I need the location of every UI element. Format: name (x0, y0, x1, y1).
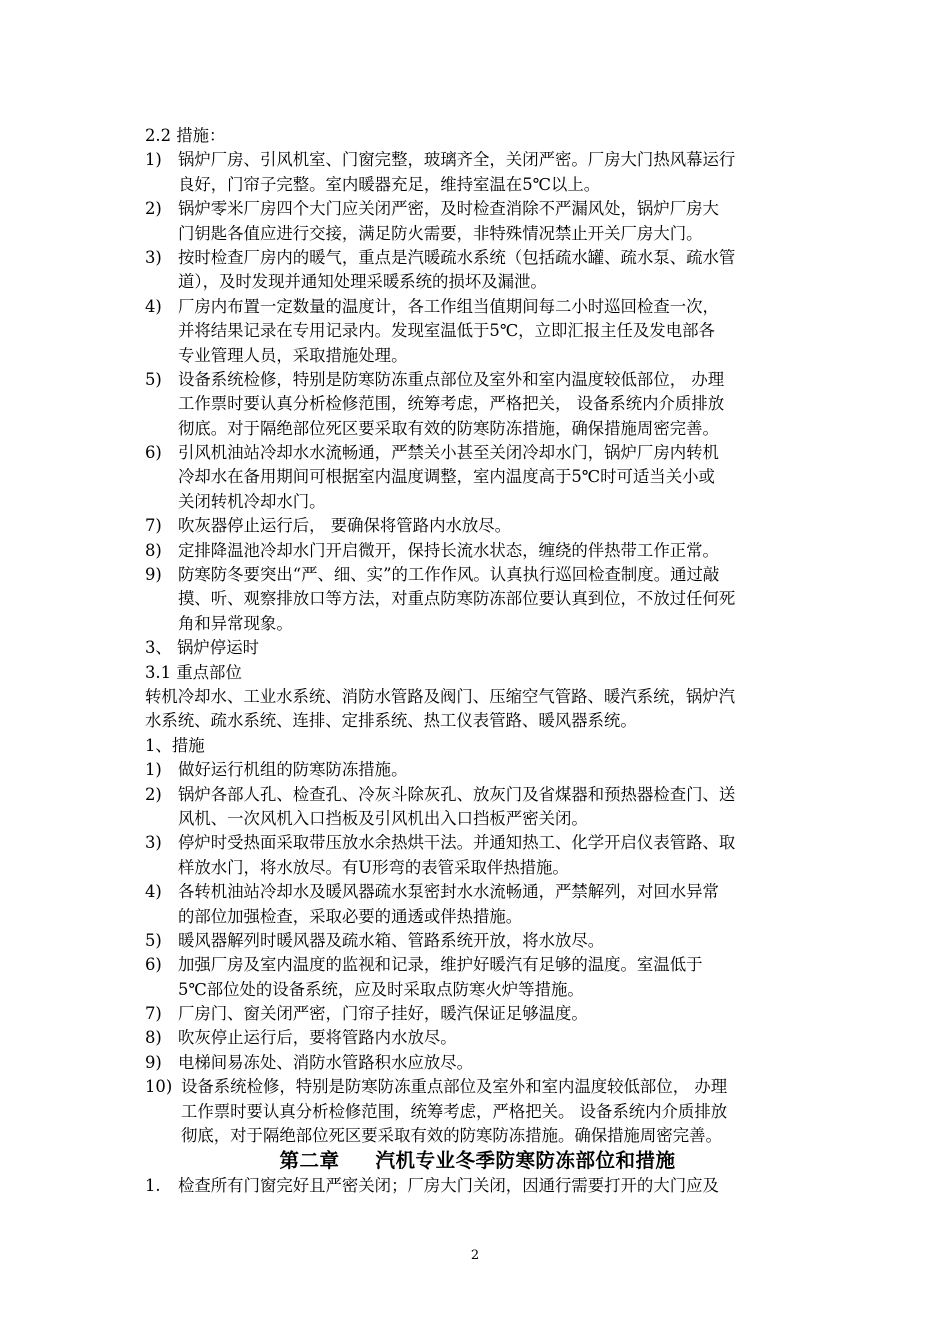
item-text-line: 厂房门、窗关闭严密，门帘子挂好，暖汽保证足够温度。 (178, 1004, 588, 1024)
item-number: 1. (145, 1176, 161, 1196)
list-item (145, 295, 810, 368)
item-text-line: 的部位加强检查，采取必要的通透或伴热措施。 (178, 906, 523, 926)
list-item (145, 1026, 810, 1050)
item-text-line: 工作票时要认真分析检修范围，统筹考虑，严格把关。 设备系统内介质排放 (181, 1101, 728, 1121)
list-item (145, 1075, 810, 1148)
item-text-line: 厂房内布置一定数量的温度计，各工作组当值期间每二小时巡回检查一次， (178, 296, 719, 316)
item-text-line: 设备系统检修，特别是防寒防冻重点部位及室外和室内温度较低部位， 办理 (181, 1077, 728, 1097)
key-parts-line: 转机冷却水、工业水系统、消防水管路及阀门、压缩空气管路、暖汽系统，锅炉汽 (145, 686, 736, 706)
measures-list-3 (145, 758, 810, 1148)
key-parts-line: 水系统、疏水系统、连排、定排系统、热工仪表管路、暖风器系统。 (145, 711, 637, 731)
item-text-line: 5℃部位处的设备系统，应及时采取点防寒火炉等措施。 (178, 979, 584, 999)
item-number: 10) (145, 1077, 173, 1097)
item-text-line: 关闭转机冷却水门。 (178, 491, 326, 511)
list-item (145, 1051, 810, 1075)
chapter-label: 第二章 (279, 1149, 340, 1173)
list-item (145, 783, 810, 832)
list-item (145, 758, 810, 782)
key-parts-paragraph (145, 685, 810, 734)
item-text-line: 摸、听、观察排放口等方法，对重点防寒防冻部位要认真到位，不放过任何死 (178, 589, 736, 609)
list-item (145, 929, 810, 953)
item-text-line: 锅炉厂房、引风机室、门窗完整，玻璃齐全，关闭严密。厂房大门热风幕运行 (178, 150, 736, 170)
item-number: 9) (145, 565, 162, 585)
item-number: 4) (145, 882, 162, 902)
item-number: 4) (145, 296, 162, 316)
list-item (145, 563, 810, 636)
item-text-line: 电梯间易冻处、消防水管路积水应放尽。 (178, 1052, 474, 1072)
item-text-line: 并将结果记录在专用记录内。发现室温低于5℃，立即汇报主任及发电部各 (178, 321, 715, 341)
item-text-line: 引风机油站冷却水水流畅通，严禁关小甚至关闭冷却水门，锅炉厂房内转机 (178, 443, 719, 463)
item-text-line: 角和异常现象。 (178, 613, 293, 633)
item-number: 8) (145, 1028, 162, 1048)
item-number: 5) (145, 930, 162, 950)
item-text-line: 停炉时受热面采取带压放水余热烘干法。并通知热工、化学开启仪表管路、取 (178, 833, 736, 853)
item-text-line: 设备系统检修，特别是防寒防冻重点部位及室外和室内温度较低部位， 办理 (178, 369, 725, 389)
item-text-line: 防寒防冬要突出“严、细、实”的工作作风。认真执行巡回检查制度。通过敲 (178, 565, 720, 585)
list-item (145, 197, 810, 246)
item-text-line: 专业管理人员，采取措施处理。 (178, 345, 408, 365)
list-item (145, 514, 810, 538)
item-text-line: 加强厂房及室内温度的监视和记录，维护好暖汽有足够的温度。室温低于 (178, 955, 703, 975)
item-number: 2) (145, 199, 162, 219)
item-text-line: 吹灰停止运行后，要将管路内水放尽。 (178, 1028, 457, 1048)
item-text-line: 冷却水在备用期间可根据室内温度调整，室内温度高于5℃时可适当关小或 (178, 467, 715, 487)
section-heading-3-1: 3.1 重点部位 (145, 662, 242, 682)
item-text-line: 定排降温池冷却水门开启微开，保持长流水状态，缠绕的伴热带工作正常。 (178, 540, 719, 560)
item-text-line: 吹灰器停止运行后， 要确保将管路内水放尽。 (178, 516, 512, 536)
item-number: 9) (145, 1052, 162, 1072)
list-item (145, 368, 810, 441)
item-number: 1) (145, 760, 162, 780)
list-item (145, 246, 810, 295)
list-item (145, 831, 810, 880)
item-number: 7) (145, 516, 162, 536)
list-item (145, 441, 810, 514)
list-item (145, 1174, 810, 1198)
item-text-line: 门钥匙各值应进行交接，满足防火需要，非特殊情况禁止开关厂房大门。 (178, 223, 703, 243)
item-text-line: 样放水门，将水放尽。有U形弯的表管采取伴热措施。 (178, 857, 569, 877)
list-item (145, 1002, 810, 1026)
item-number: 6) (145, 955, 162, 975)
item-text-line: 锅炉零米厂房四个大门应关闭严密，及时检查消除不严漏风处，锅炉厂房大 (178, 199, 719, 219)
section-heading-2-2: 2.2 措施： (145, 126, 226, 145)
item-text-line: 暖风器解列时暖风器及疏水箱、管路系统开放，将水放尽。 (178, 930, 605, 950)
item-text-line: 风机、一次风机入口挡板及引风机出入口挡板严密关闭。 (178, 808, 588, 828)
item-text-line: 各转机油站冷却水及暖风器疏水泵密封水水流畅通，严禁解列，对回水异常 (178, 882, 719, 902)
item-text-line: 做好运行机组的防寒防冻措施。 (178, 760, 408, 780)
item-text-line: 工作票时要认真分析检修范围，统筹考虑，严格把关， 设备系统内介质排放 (178, 394, 725, 414)
item-text-line: 锅炉各部人孔、检查孔、冷灰斗除灰孔、放灰门及省煤器和预热器检查门、送 (178, 784, 736, 804)
item-text-line: 彻底，对于隔绝部位死区要采取有效的防寒防冻措施。确保措施周密完善。 (181, 1126, 722, 1146)
item-number: 7) (145, 1004, 162, 1024)
item-text-line: 彻底。对于隔绝部位死区要采取有效的防寒防冻措施，确保措施周密完善。 (178, 418, 719, 438)
item-number: 8) (145, 540, 162, 560)
list-item (145, 539, 810, 563)
list-item (145, 953, 810, 1002)
document-body (145, 124, 810, 1199)
chapter-heading (145, 1148, 810, 1174)
list-item (145, 880, 810, 929)
item-text: 检查所有门窗完好且严密关闭；厂房大门关闭，因通行需要打开的大门应及 (178, 1176, 719, 1196)
list-item (145, 148, 810, 197)
chapter-title: 汽机专业冬季防寒防冻部位和措施 (375, 1149, 676, 1173)
page-number: 2 (470, 1248, 480, 1263)
item-text-line: 按时检查厂房内的暖气，重点是汽暖疏水系统（包括疏水罐、疏水泵、疏水管 (178, 247, 736, 267)
measures-list-2-2 (145, 148, 810, 636)
item-number: 3) (145, 247, 162, 267)
item-number: 3) (145, 833, 162, 853)
measures-heading: 1、措施 (145, 735, 205, 755)
item-number: 2) (145, 784, 162, 804)
item-number: 1) (145, 150, 162, 170)
section-heading-3: 3、 锅炉停运时 (145, 638, 259, 658)
item-number: 6) (145, 443, 162, 463)
item-text-line: 道），及时发现并通知处理采暖系统的损坏及漏泄。 (178, 272, 547, 292)
item-number: 5) (145, 369, 162, 389)
item-text-line: 良好，门帘子完整。室内暖器充足，维持室温在5℃以上。 (178, 174, 601, 194)
